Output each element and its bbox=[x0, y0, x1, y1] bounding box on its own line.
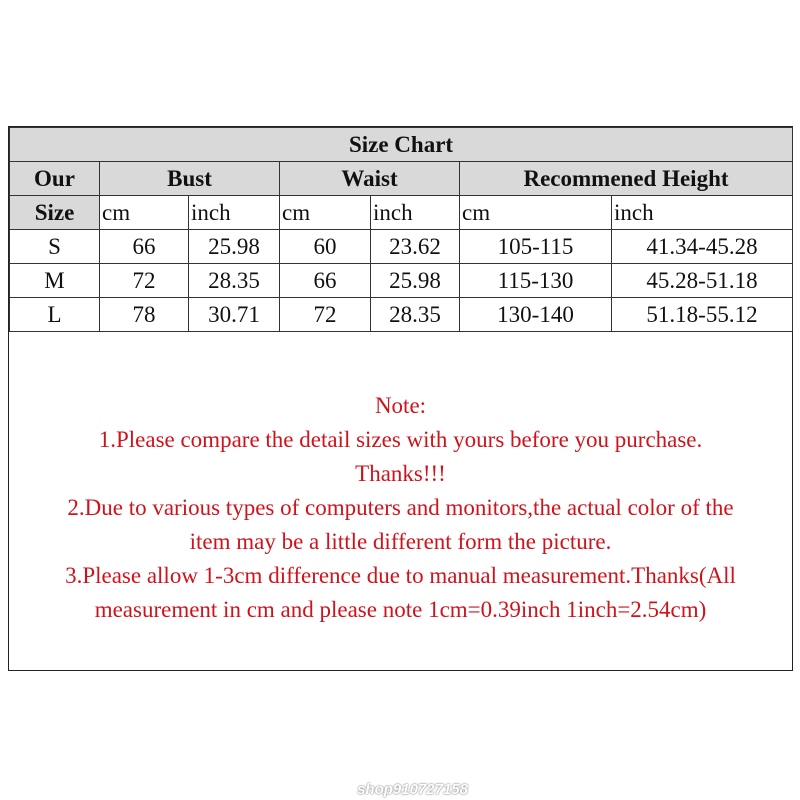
height-cm: 105-115 bbox=[460, 230, 612, 264]
waist-cm: 66 bbox=[280, 264, 371, 298]
note-line: item may be a little different form the picture. bbox=[189, 529, 612, 554]
unit-waist-inch: inch bbox=[371, 196, 460, 230]
table-row bbox=[10, 298, 793, 332]
size-label: L bbox=[10, 298, 100, 332]
unit-waist-cm: cm bbox=[280, 196, 371, 230]
note-heading: Note: bbox=[374, 393, 427, 418]
note-line: 2.Due to various types of computers and monitors,the actual color of the bbox=[67, 495, 734, 520]
bust-inch: 28.35 bbox=[189, 264, 280, 298]
unit-row bbox=[10, 196, 793, 230]
height-inch: 45.28-51.18 bbox=[612, 264, 793, 298]
bust-cm: 78 bbox=[100, 298, 189, 332]
notes-block bbox=[9, 389, 792, 627]
header-our: Our bbox=[10, 162, 100, 196]
header-size: Size bbox=[10, 196, 100, 230]
size-chart-table bbox=[9, 127, 793, 332]
waist-inch: 23.62 bbox=[371, 230, 460, 264]
height-inch: 41.34-45.28 bbox=[612, 230, 793, 264]
header-waist: Waist bbox=[280, 162, 460, 196]
size-label: M bbox=[10, 264, 100, 298]
waist-inch: 25.98 bbox=[371, 264, 460, 298]
header-bust: Bust bbox=[100, 162, 280, 196]
table-row bbox=[10, 264, 793, 298]
bust-cm: 66 bbox=[100, 230, 189, 264]
size-chart-frame bbox=[8, 126, 793, 671]
table-row bbox=[10, 230, 793, 264]
note-line: measurement in cm and please note 1cm=0.39inch 1inch=2.54cm) bbox=[94, 597, 707, 622]
note-line: Thanks!!! bbox=[355, 461, 446, 486]
note-line: 3.Please allow 1-3cm difference due to manual measurement.Thanks(All bbox=[65, 563, 736, 588]
height-cm: 130-140 bbox=[460, 298, 612, 332]
shop-watermark: shop910727158 bbox=[357, 781, 468, 798]
unit-height-cm: cm bbox=[460, 196, 612, 230]
height-cm: 115-130 bbox=[460, 264, 612, 298]
chart-title: Size Chart bbox=[10, 128, 793, 162]
waist-cm: 72 bbox=[280, 298, 371, 332]
waist-cm: 60 bbox=[280, 230, 371, 264]
size-label: S bbox=[10, 230, 100, 264]
bust-inch: 30.71 bbox=[189, 298, 280, 332]
bust-cm: 72 bbox=[100, 264, 189, 298]
unit-bust-cm: cm bbox=[100, 196, 189, 230]
unit-height-inch: inch bbox=[612, 196, 793, 230]
bust-inch: 25.98 bbox=[189, 230, 280, 264]
unit-bust-inch: inch bbox=[189, 196, 280, 230]
height-inch: 51.18-55.12 bbox=[612, 298, 793, 332]
header-height: Recommened Height bbox=[460, 162, 793, 196]
header-row bbox=[10, 162, 793, 196]
waist-inch: 28.35 bbox=[371, 298, 460, 332]
note-line: 1.Please compare the detail sizes with yours before you purchase. bbox=[98, 427, 703, 452]
title-row bbox=[10, 128, 793, 162]
